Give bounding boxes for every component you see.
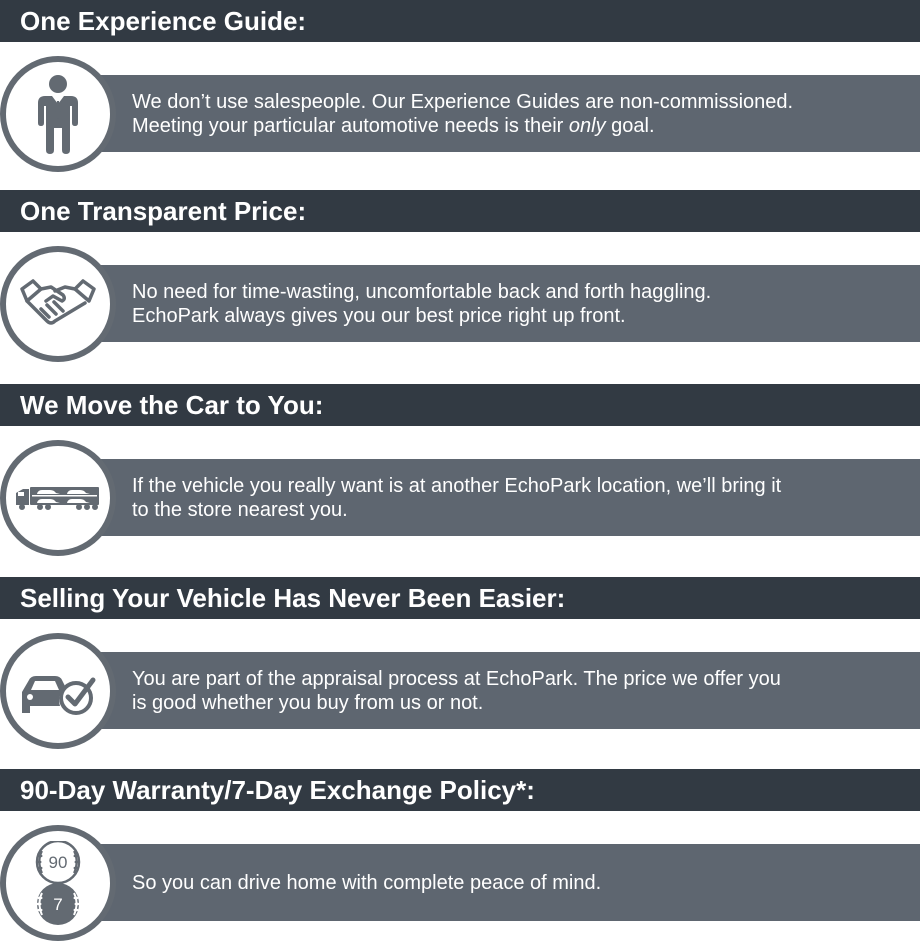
person-in-suit-icon [28, 74, 88, 154]
description-text [132, 474, 781, 522]
description-line-1: No need for time-wasting, uncomfortable back and forth haggling. [132, 280, 712, 303]
description-line-2: to the store nearest you. [132, 498, 348, 521]
description-band [60, 844, 920, 921]
exchange-days-badge: 7 [53, 895, 63, 914]
description-line-1: So you can drive home with complete peace of mind. [132, 871, 602, 894]
description-line-2-start: Meeting your particular automotive needs is their [132, 114, 569, 137]
car-checkmark-icon [19, 666, 97, 716]
icon-circle [0, 56, 116, 172]
car-transport-truck-icon [15, 485, 101, 511]
description-line-2-end: goal. [605, 114, 655, 137]
section-heading: One Transparent Price: [0, 190, 920, 232]
description-line-2: is good whether you buy from us or not. [132, 691, 484, 714]
handshake-icon [19, 277, 97, 331]
description-band [60, 652, 920, 729]
icon-circle [0, 825, 116, 941]
section-experience-guide [0, 0, 920, 176]
description-text [132, 280, 711, 328]
description-text [132, 90, 793, 138]
description-band [60, 265, 920, 342]
description-line-1: You are part of the appraisal process at EchoPark. The price we offer you [132, 667, 781, 690]
section-heading: 90-Day Warranty/7-Day Exchange Policy*: [0, 769, 920, 811]
icon-circle [0, 440, 116, 556]
description-line-2: EchoPark always gives you our best price right up front. [132, 304, 626, 327]
description-line-1: If the vehicle you really want is at another EchoPark location, we’ll bring it [132, 474, 782, 497]
section-selling-vehicle [0, 577, 920, 753]
warranty-badges-icon [30, 841, 86, 925]
description-line-2 [132, 114, 793, 138]
section-warranty [0, 769, 920, 945]
description-text [132, 871, 601, 895]
icon-circle [0, 246, 116, 362]
description-emphasis: only [568, 114, 606, 137]
section-heading: One Experience Guide: [0, 0, 920, 42]
description-band [60, 459, 920, 536]
section-heading: We Move the Car to You: [0, 384, 920, 426]
description-band [60, 75, 920, 152]
section-heading: Selling Your Vehicle Has Never Been Easier: [0, 577, 920, 619]
description-text [132, 667, 781, 715]
warranty-days-badge: 90 [48, 853, 68, 872]
section-transparent-price [0, 190, 920, 366]
description-line-1: We don’t use salespeople. Our Experience Guides are non-commissioned. [132, 90, 794, 113]
icon-circle [0, 633, 116, 749]
section-move-car [0, 384, 920, 560]
